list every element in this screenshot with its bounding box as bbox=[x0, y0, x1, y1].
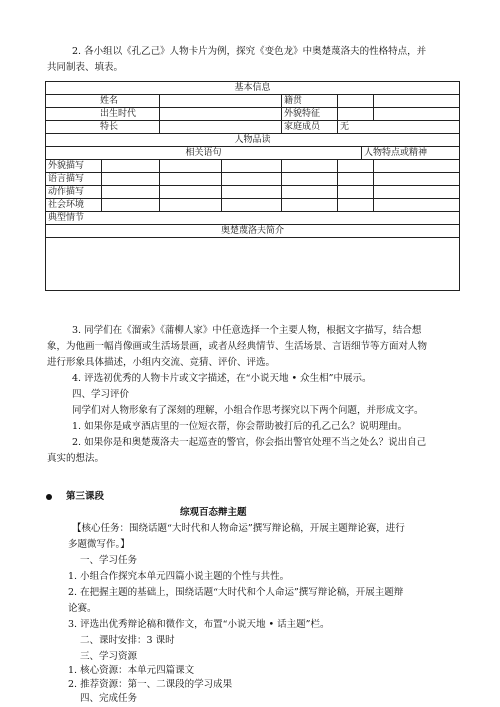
specialty-label: 特长 bbox=[46, 121, 160, 134]
section3-heading: 三、学习资源 bbox=[80, 651, 138, 662]
birth-era-label: 出生时代 bbox=[46, 108, 160, 121]
origin-value bbox=[338, 95, 374, 108]
appearance-value bbox=[338, 108, 374, 121]
row-action-desc: 动作描写 bbox=[46, 186, 102, 199]
bio-header: 奥楚蔑洛夫简介 bbox=[46, 225, 460, 238]
appearance-extra bbox=[374, 108, 460, 121]
bullet-icon bbox=[46, 494, 52, 500]
eval-heading: 四、学习评价 bbox=[72, 389, 130, 400]
eval-line-1: 同学们对人物形象有了深刻的理解，小组合作思考探究以下两个问题，并形成文字。 bbox=[72, 405, 424, 416]
section1-item-3: 3. 评选出优秀辩论稿和微作文，布置“小说天地 • 话主题”栏。 bbox=[68, 619, 330, 630]
row-appearance-desc: 外貌描写 bbox=[46, 160, 102, 173]
name-label: 姓名 bbox=[46, 95, 160, 108]
section1-item-1: 1. 小组合作探究本单元四篇小说主题的个性与共性。 bbox=[68, 571, 290, 582]
question-2-line-2: 真实的想法。 bbox=[47, 453, 105, 464]
section2-heading: 二、课时安排：3 课时 bbox=[80, 635, 175, 646]
intro-line-1: 2. 各小组以《孔乙己》人物卡片为例，探究《变色龙》中奥楚蔑洛夫的性格特点，并 bbox=[72, 46, 427, 57]
lesson3-title: 综观百态辩主题 bbox=[180, 507, 247, 518]
p3-line-3: 进行形象具体描述，小组内交流、竞猜、评价、评选。 bbox=[47, 357, 276, 368]
p3-line-2: 象，为他画一幅肖像画或生活场景画，或者从经典情节、生活场景、言语细节等方面对人物 bbox=[47, 341, 428, 352]
core-task-line-2: 多题微写作。】 bbox=[68, 539, 130, 550]
intro-line-2: 共同制表、填表。 bbox=[47, 62, 124, 73]
appearance-label: 外貌特征 bbox=[282, 108, 338, 121]
section3-item-1: 1. 核心资源：本单元四篇课文 bbox=[68, 665, 195, 676]
related-quotes-header: 相关语句 bbox=[46, 147, 362, 160]
p4: 4. 评选初优秀的人物卡片或文字描述，在“小说天地 • 众生相”中展示。 bbox=[72, 373, 372, 384]
specialty-value bbox=[160, 121, 282, 134]
character-card-table bbox=[45, 81, 460, 291]
name-value bbox=[160, 95, 282, 108]
question-2-line-1: 2. 如果你是和奥楚蔑洛夫一起巡查的警官，你会指出警官处理不当之处么？说出自己 bbox=[72, 437, 427, 448]
section1-item-2-line-2: 论赛。 bbox=[68, 603, 97, 614]
row-typical-plot: 典型情节 bbox=[46, 212, 460, 225]
core-task-line-1: 【核心任务：围绕话题“大时代和人物命运”撰写辩论稿，开展主题辩论赛，进行 bbox=[72, 523, 405, 534]
section3-item-2: 2. 推荐资源：第一、二课段的学习成果 bbox=[68, 679, 233, 690]
character-study-header: 人物品读 bbox=[46, 134, 460, 147]
family-label: 家庭成员 bbox=[282, 121, 338, 134]
basic-info-header: 基本信息 bbox=[46, 82, 460, 95]
section1-item-2-line-1: 2. 在把握主题的基础上，围绕话题“大时代和个人命运”撰写辩论稿，开展主题辩 bbox=[68, 587, 404, 598]
question-1: 1. 如果你是咸亨酒店里的一位短衣帮，你会帮助被打后的孔乙己么？说明理由。 bbox=[72, 421, 408, 432]
row-speech-desc: 语言描写 bbox=[46, 173, 102, 186]
origin-extra bbox=[374, 95, 460, 108]
section1-heading: 一、学习任务 bbox=[80, 555, 138, 566]
traits-header: 人物特点或精神 bbox=[362, 147, 460, 160]
bio-content bbox=[46, 238, 460, 291]
lesson3-heading: 第三课段 bbox=[66, 491, 105, 502]
row-social-env: 社会环境 bbox=[46, 199, 102, 212]
origin-label: 籍贯 bbox=[282, 95, 338, 108]
birth-era-value bbox=[160, 108, 282, 121]
p3-line-1: 3. 同学们在《溜索》《蒲柳人家》中任意选择一个主要人物，根据文字描写，结合想 bbox=[72, 325, 422, 336]
family-value: 无 bbox=[338, 121, 460, 134]
section4-heading: 四、完成任务 bbox=[80, 693, 138, 704]
